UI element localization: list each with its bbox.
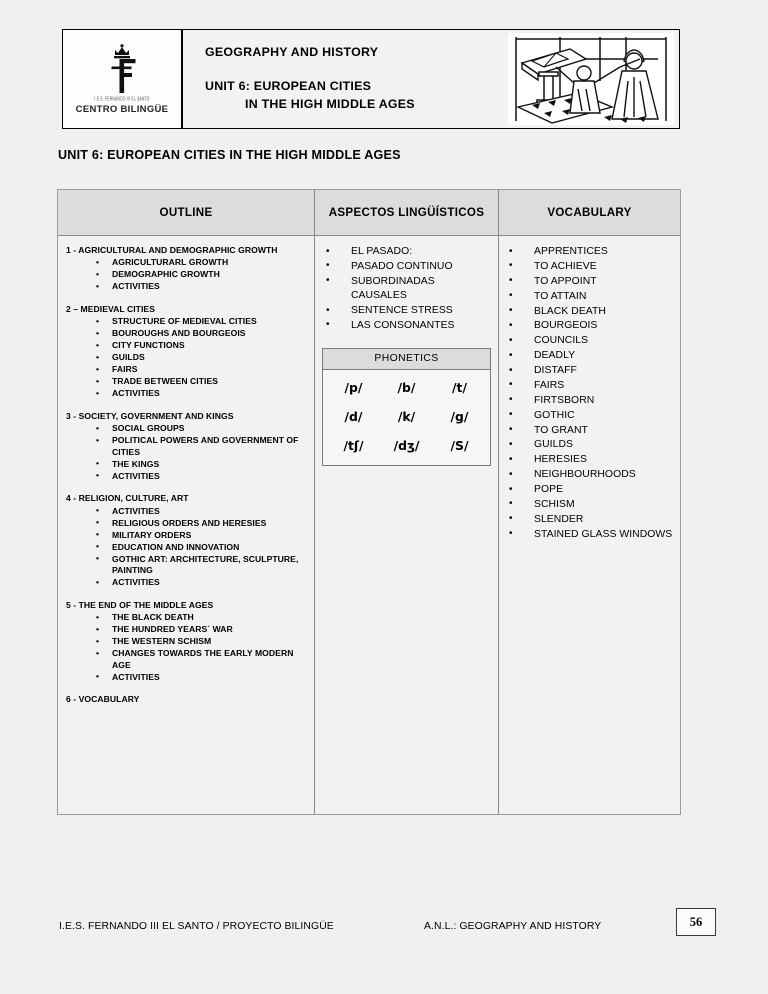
outline-section-title: 3 - SOCIETY, GOVERNMENT AND KINGS xyxy=(66,410,234,421)
header-illustration xyxy=(507,30,679,128)
outline-subitem: • BOUROUGHS AND BOURGEOIS xyxy=(96,328,308,340)
vocabulary-list-item: • NEIGHBOURHOODS xyxy=(507,468,674,483)
unit-overview-table xyxy=(57,189,681,815)
phonetic-symbol: /k/ xyxy=(397,408,416,424)
document-header-banner xyxy=(62,29,680,129)
column-header-vocabulary: VOCABULARY xyxy=(547,206,632,219)
vocabulary-list-item: • BOURGEOIS xyxy=(507,319,674,334)
outline-subitem-list xyxy=(64,612,308,683)
header-title-group xyxy=(183,30,507,128)
outline-subitem: • ACTIVITIES xyxy=(96,506,308,518)
vocabulary-list-item: • STAINED GLASS WINDOWS xyxy=(507,528,674,543)
footer-center-text: A.N.L.: GEOGRAPHY AND HISTORY xyxy=(424,921,602,932)
header-subject: GEOGRAPHY AND HISTORY xyxy=(205,44,379,59)
outline-subitem-list xyxy=(64,257,308,293)
phonetics-row xyxy=(327,438,486,453)
outline-subitem: • GUILDS xyxy=(96,352,308,364)
aspectos-list-item: • PASADO CONTINUO xyxy=(326,260,493,275)
outline-subitem: • STRUCTURE OF MEDIEVAL CITIES xyxy=(96,316,308,328)
outline-subitem: • CITY FUNCTIONS xyxy=(96,340,308,352)
vocabulary-list-item: • TO APPOINT xyxy=(507,275,674,290)
vocabulary-list-item: • TO ATTAIN xyxy=(507,290,674,305)
outline-section-title: 5 - THE END OF THE MIDDLE AGES xyxy=(66,599,214,610)
phonetics-grid xyxy=(323,370,490,465)
logo-institution-line: I.E.S. FERNANDO III EL SANTO xyxy=(94,95,150,102)
vocabulary-list-item: • FIRTSBORN xyxy=(507,394,674,409)
outline-section xyxy=(64,493,308,588)
outline-subitem: • FAIRS xyxy=(96,364,308,376)
outline-subitem: • ACTIVITIES xyxy=(96,281,308,293)
outline-section-title: 1 - AGRICULTURAL AND DEMOGRAPHIC GROWTH xyxy=(66,245,278,255)
phonetic-symbol: /d/ xyxy=(344,408,363,424)
phonetic-symbol: /g/ xyxy=(450,408,469,424)
vocabulary-list-item: • SLENDER xyxy=(507,513,674,528)
phonetic-symbol: /dʒ/ xyxy=(393,437,420,453)
outline-subitem: • RELIGIOUS ORDERS AND HERESIES xyxy=(96,518,308,530)
vocabulary-list-item: • GUILDS xyxy=(507,438,674,453)
outline-subitem-list xyxy=(64,423,308,482)
vocabulary-list-item: • TO ACHIEVE xyxy=(507,260,674,275)
vocabulary-list-item: • GOTHIC xyxy=(507,409,674,424)
phonetic-symbol: /t/ xyxy=(452,379,467,395)
vocabulary-list-item: • SCHISM xyxy=(507,498,674,513)
vocabulary-list-item: • FAIRS xyxy=(507,379,674,394)
outline-section xyxy=(64,694,308,705)
outline-subitem: • MILITARY ORDERS xyxy=(96,530,308,542)
outline-section xyxy=(64,245,308,293)
outline-subitem-list xyxy=(64,316,308,400)
vocabulary-list-item: • BLACK DEATH xyxy=(507,305,674,320)
outline-section-title: 6 - VOCABULARY xyxy=(66,694,140,705)
vocabulary-list-item: • DEADLY xyxy=(507,349,674,364)
outline-section xyxy=(64,304,308,400)
medieval-woodcut-icon xyxy=(508,33,674,125)
outline-subitem: • POLITICAL POWERS AND GOVERNMENT OF CITIES xyxy=(96,435,308,458)
outline-subitem: • THE KINGS xyxy=(96,459,308,471)
footer-left-text: I.E.S. FERNANDO III EL SANTO / PROYECTO BILINGÜE xyxy=(59,921,334,932)
table-body-row xyxy=(58,236,680,814)
outline-subitem: • SOCIAL GROUPS xyxy=(96,423,308,435)
column-header-aspectos-linguisticos: ASPECTOS LINGÜÍSTICOS xyxy=(315,190,499,235)
school-logo xyxy=(63,30,183,128)
aspectos-list-item: • SENTENCE STRESS xyxy=(326,304,493,319)
phonetic-symbol: /S/ xyxy=(450,437,469,453)
aspectos-linguisticos-cell xyxy=(315,236,499,814)
aspectos-list xyxy=(326,245,493,334)
outline-subitem: • ACTIVITIES xyxy=(96,577,308,589)
outline-subitem: • TRADE BETWEEN CITIES xyxy=(96,376,308,388)
crowned-f-logo-icon xyxy=(98,44,146,96)
page-title: UNIT 6: EUROPEAN CITIES IN THE HIGH MIDDLE AGES xyxy=(58,148,401,162)
outline-subitem: • DEMOGRAPHIC GROWTH xyxy=(96,269,308,281)
page-number-box: 56 xyxy=(676,908,716,936)
outline-subitem: • THE HUNDRED YEARS´ WAR xyxy=(96,624,308,636)
vocabulary-list-item: • POPE xyxy=(507,483,674,498)
outline-subitem: • THE BLACK DEATH xyxy=(96,612,308,624)
vocabulary-list xyxy=(507,245,674,543)
phonetics-box xyxy=(322,348,491,466)
vocabulary-list-item: • HERESIES xyxy=(507,453,674,468)
vocabulary-cell xyxy=(499,236,680,814)
outline-subitem: • ACTIVITIES xyxy=(96,388,308,400)
vocabulary-list-item: • COUNCILS xyxy=(507,334,674,349)
outline-subitem: • ACTIVITIES xyxy=(96,471,308,483)
aspectos-list-item: • SUBORDINADAS CAUSALES xyxy=(326,275,493,305)
outline-subitem: • EDUCATION AND INNOVATION xyxy=(96,542,308,554)
outline-subitem: • THE WESTERN SCHISM xyxy=(96,636,308,648)
phonetics-row xyxy=(327,380,486,395)
vocabulary-list-item: • APPRENTICES xyxy=(507,245,674,260)
outline-subitem: • ACTIVITIES xyxy=(96,672,308,684)
vocabulary-list-item: • TO GRANT xyxy=(507,424,674,439)
aspectos-list-item: • EL PASADO: xyxy=(326,245,493,260)
phonetics-title: PHONETICS xyxy=(323,349,490,370)
phonetic-symbol: /b/ xyxy=(397,379,416,395)
phonetic-symbol: /p/ xyxy=(344,379,363,395)
outline-subitem: • GOTHIC ART: ARCHITECTURE, SCULPTURE, PAINTING xyxy=(96,554,308,577)
vocabulary-list-item: • DISTAFF xyxy=(507,364,674,379)
outline-subitem: • CHANGES TOWARDS THE EARLY MODERN AGE xyxy=(96,648,308,671)
outline-subitem-list xyxy=(64,506,308,589)
column-header-outline: OUTLINE xyxy=(58,190,315,235)
outline-section-title: 4 - RELIGION, CULTURE, ART xyxy=(66,493,189,504)
outline-section xyxy=(64,600,308,683)
logo-centro-bilingue-label: CENTRO BILINGÜE xyxy=(75,103,169,115)
header-unit-line-1: UNIT 6: EUROPEAN CITIES xyxy=(205,78,372,93)
outline-cell xyxy=(58,236,315,814)
phonetics-row xyxy=(327,409,486,424)
outline-subitem: • AGRICULTURARL GROWTH xyxy=(96,257,308,269)
header-unit-line-2: IN THE HIGH MIDDLE AGES xyxy=(245,96,415,111)
aspectos-list-item: • LAS CONSONANTES xyxy=(326,319,493,334)
outline-section xyxy=(64,411,308,482)
outline-section-title: 2 – MEDIEVAL CITIES xyxy=(66,303,155,314)
table-header-row xyxy=(58,190,680,236)
phonetic-symbol: /tʃ/ xyxy=(343,437,364,453)
